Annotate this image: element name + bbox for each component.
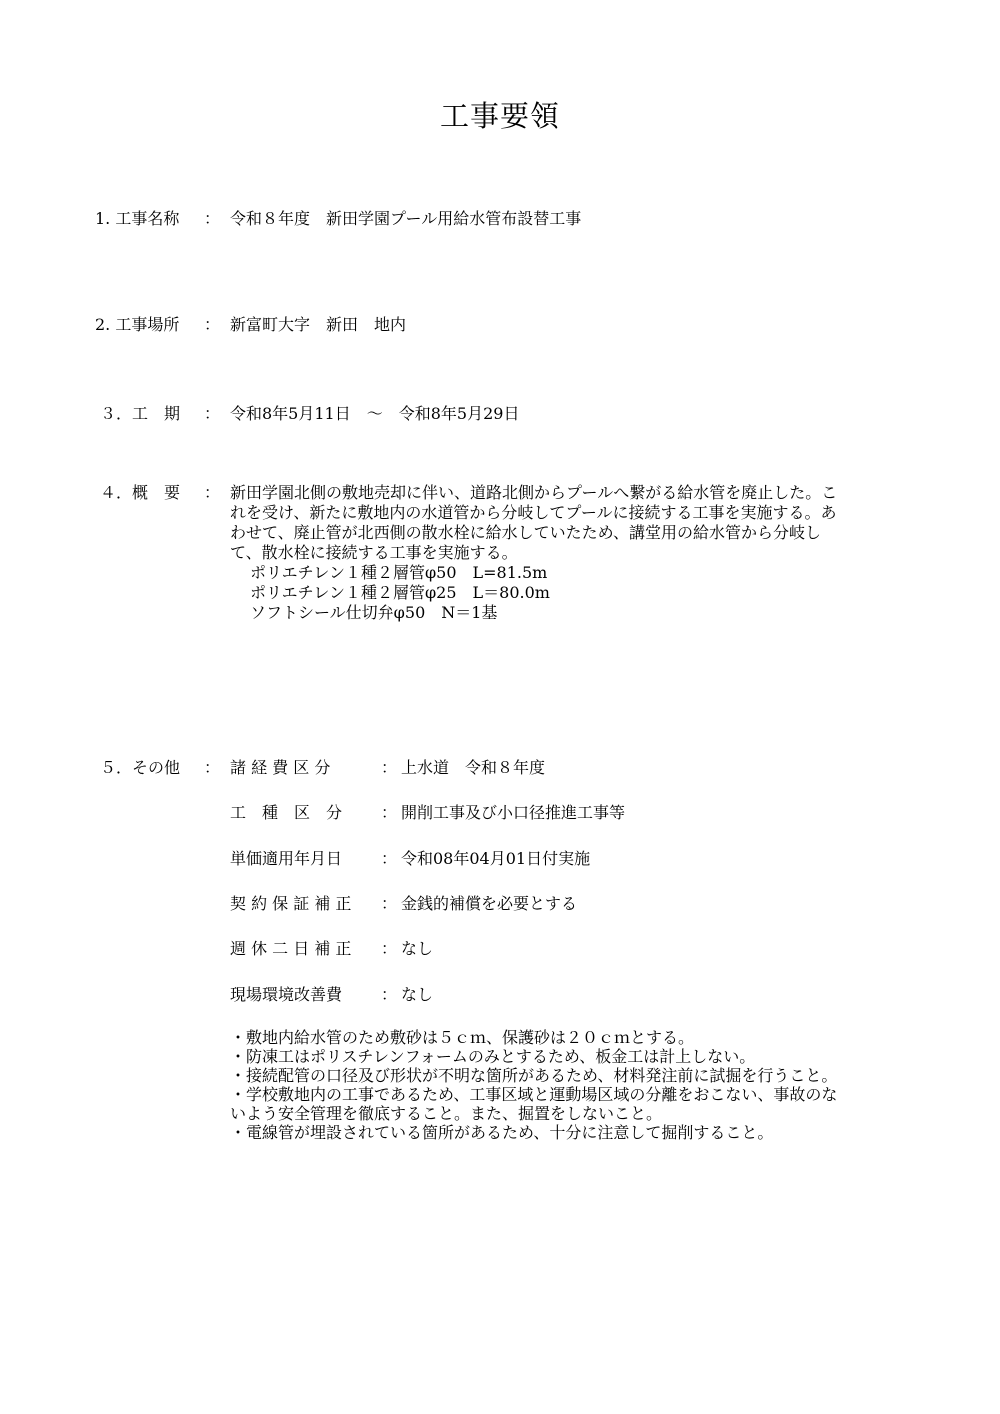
section-place-label: 2. 工事場所 bbox=[95, 315, 180, 334]
overview-material-item: ソフトシール仕切弁φ50 N＝1基 bbox=[250, 603, 498, 622]
section-overview-label: ４．概 要 bbox=[100, 483, 181, 502]
other-row-value: 令和08年04月01日付実施 bbox=[401, 849, 591, 868]
section-period-colon: ： bbox=[204, 404, 221, 423]
overview-line: れを受け、新たに敷地内の水道管から分岐してプールに接続する工事を実施する。あ bbox=[230, 503, 837, 522]
document-title: 工事要領 bbox=[439, 99, 560, 133]
note-item: ・接続配管の口径及び形状が不明な箇所があるため、材料発注前に試掘を行うこと。 bbox=[230, 1066, 838, 1085]
other-row-value: 上水道 令和８年度 bbox=[401, 758, 546, 777]
note-item: ・学校敷地内の工事であるため、工事区域と運動場区域の分離をおこない、事故のな bbox=[230, 1085, 838, 1104]
note-item: ・敷地内給水管のため敷砂は５ｃｍ、保護砂は２０ｃｍとする。 bbox=[230, 1028, 695, 1047]
section-other-colon: ： bbox=[204, 758, 221, 777]
other-row-label: 契 約 保 証 補 正 bbox=[230, 894, 352, 913]
overview-material-item: ポリエチレン１種２層管φ25 L＝80.0m bbox=[250, 583, 550, 602]
note-item: いよう安全管理を徹底すること。また、掘置をしないこと。 bbox=[230, 1104, 663, 1123]
overview-line: わせて、廃止管が北西側の散水栓に給水していたため、講堂用の給水管から分岐し bbox=[230, 523, 822, 542]
other-row-label: 工 種 区 分 bbox=[230, 803, 343, 822]
overview-body bbox=[230, 483, 940, 623]
overview-line: 新田学園北側の敷地売却に伴い、道路北側からプールへ繋がる給水管を廃止した。こ bbox=[230, 483, 838, 502]
section-name-value: 令和８年度 新田学園プール用給水管布設替工事 bbox=[230, 209, 582, 228]
other-row-colon: ： bbox=[381, 758, 398, 777]
other-row-label: 現場環境改善費 bbox=[230, 985, 343, 1004]
section-place-colon: ： bbox=[204, 315, 221, 334]
section-other-label: ５．その他 bbox=[100, 758, 181, 777]
note-item: ・電線管が埋設されている箇所があるため、十分に注意して掘削すること。 bbox=[230, 1123, 774, 1142]
other-row-colon: ： bbox=[381, 803, 398, 822]
other-row-colon: ： bbox=[381, 894, 398, 913]
other-row-label: 諸 経 費 区 分 bbox=[230, 758, 331, 777]
section-place-value: 新富町大字 新田 地内 bbox=[230, 315, 407, 334]
note-item: ・防凍工はポリスチレンフォームのみとするため、板金工は計上しない。 bbox=[230, 1047, 756, 1066]
section-name-label: 1. 工事名称 bbox=[95, 209, 180, 228]
other-row-label: 単価適用年月日 bbox=[230, 849, 343, 868]
other-row-value: なし bbox=[401, 939, 434, 958]
other-row-colon: ： bbox=[381, 939, 398, 958]
other-row-label: 週 休 二 日 補 正 bbox=[230, 939, 352, 958]
overview-line: て、散水栓に接続する工事を実施する。 bbox=[230, 543, 518, 562]
other-notes bbox=[230, 1028, 945, 1142]
other-row-value: 開削工事及び小口径推進工事等 bbox=[401, 803, 626, 822]
section-overview-colon: ： bbox=[204, 483, 221, 502]
overview-material-item: ポリエチレン１種２層管φ50 L=81.5m bbox=[250, 563, 548, 582]
other-row-value: 金銭的補償を必要とする bbox=[401, 894, 578, 913]
other-row-colon: ： bbox=[381, 849, 398, 868]
other-row-colon: ： bbox=[381, 985, 398, 1004]
section-period-value: 令和8年5月11日 ～ 令和8年5月29日 bbox=[230, 404, 520, 423]
section-period-label: ３．工 期 bbox=[100, 404, 181, 423]
other-row-value: なし bbox=[401, 985, 434, 1004]
section-name-colon: ： bbox=[204, 209, 221, 228]
